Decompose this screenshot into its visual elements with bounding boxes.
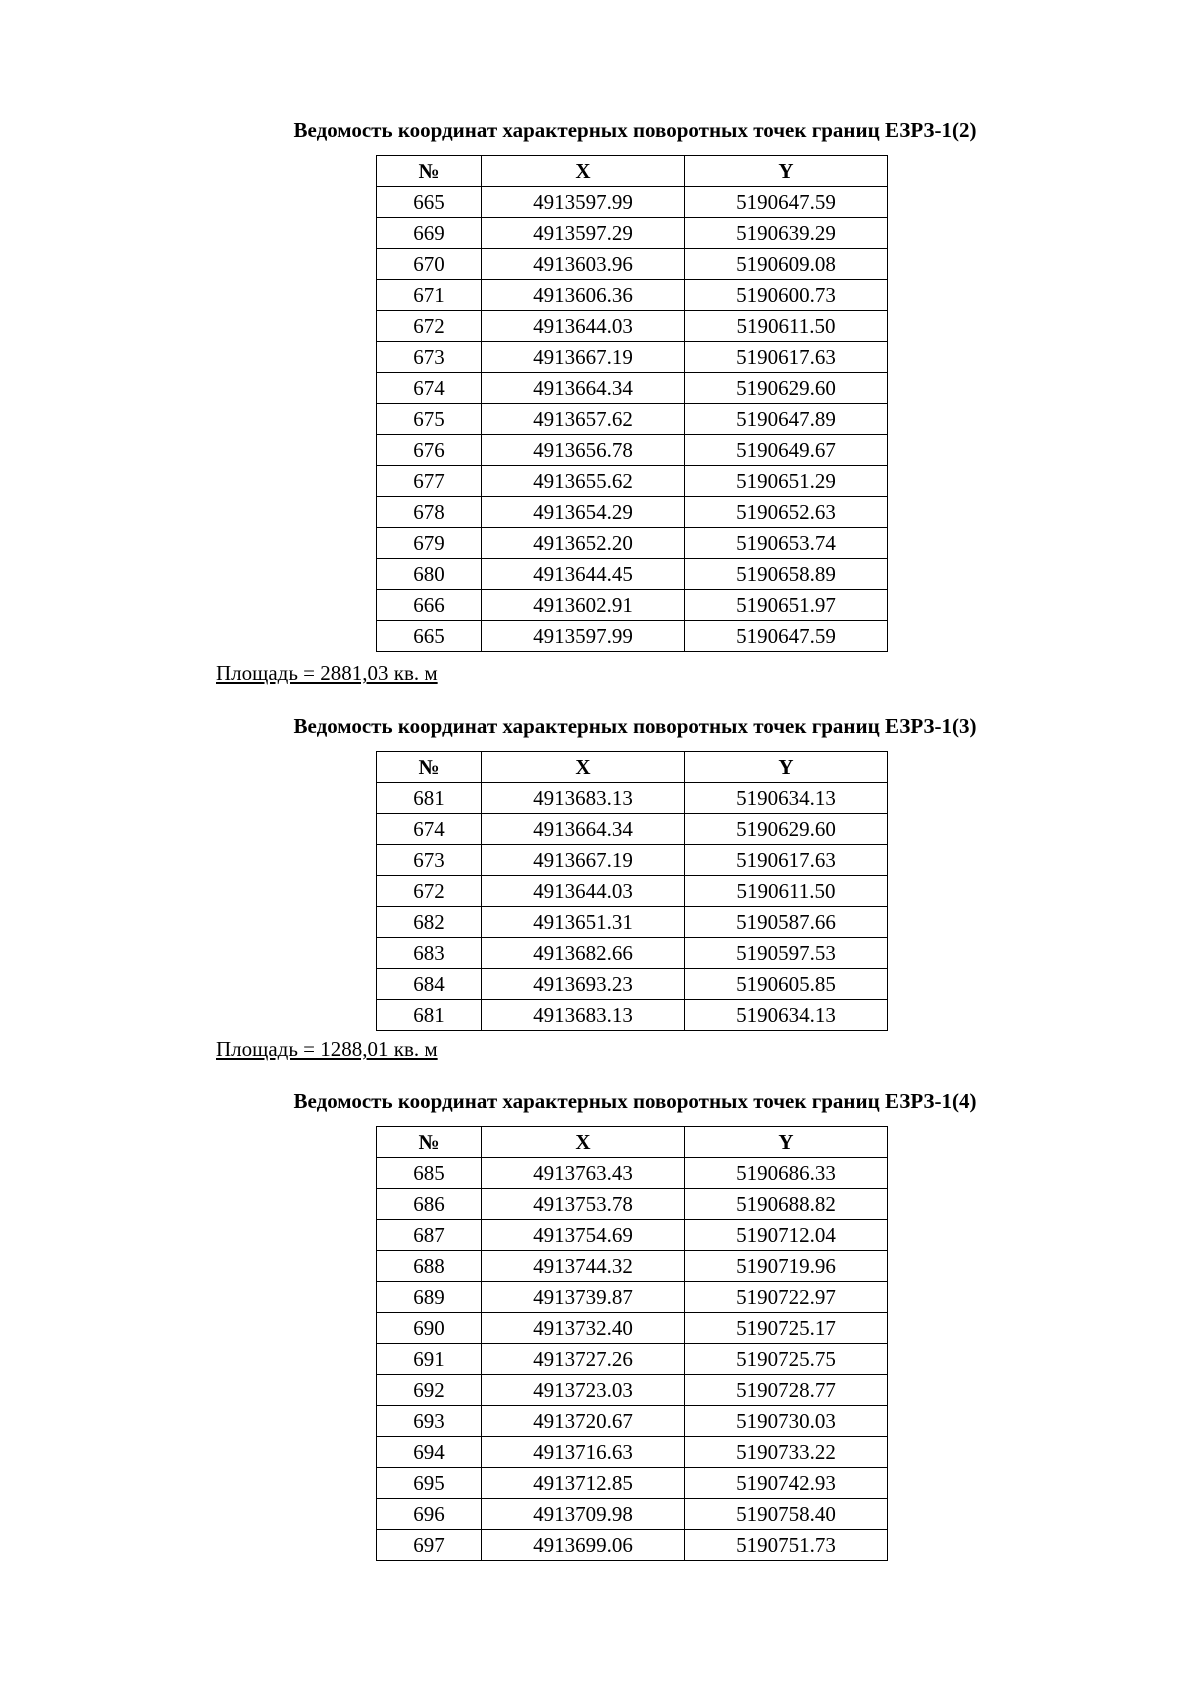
point-number-cell: 672: [377, 876, 482, 907]
point-number-cell: 673: [377, 342, 482, 373]
section-title-ezrz-1-4: Ведомость координат характерных поворотных точек границ ЕЗРЗ-1(4): [293, 1089, 977, 1113]
coordinates-table-ezrz-1-3: [376, 751, 888, 1031]
table-row: [377, 1468, 888, 1499]
coord-y-cell: 5190611.50: [685, 876, 888, 907]
point-number-cell: 693: [377, 1406, 482, 1437]
point-number-cell: 666: [377, 590, 482, 621]
coord-y-cell: 5190730.03: [685, 1406, 888, 1437]
coordinates-table-ezrz-1-4: [376, 1126, 888, 1561]
point-number-cell: 674: [377, 814, 482, 845]
coord-y-cell: 5190722.97: [685, 1282, 888, 1313]
coord-x-cell: 4913720.67: [482, 1406, 685, 1437]
table-row: [377, 1437, 888, 1468]
table-row: [377, 783, 888, 814]
section-title-ezrz-1-3: Ведомость координат характерных поворотных точек границ ЕЗРЗ-1(3): [293, 714, 977, 738]
table-header-row: [377, 1127, 888, 1158]
point-number-cell: 687: [377, 1220, 482, 1251]
coord-x-cell: 4913644.45: [482, 559, 685, 590]
coord-x-cell: 4913644.03: [482, 311, 685, 342]
coord-x-cell: 4913682.66: [482, 938, 685, 969]
point-number-cell: 694: [377, 1437, 482, 1468]
coord-x-cell: 4913664.34: [482, 814, 685, 845]
table-row: [377, 1189, 888, 1220]
coord-y-cell: 5190639.29: [685, 218, 888, 249]
coord-x-cell: 4913652.20: [482, 528, 685, 559]
table-row: [377, 1344, 888, 1375]
coord-y-cell: 5190600.73: [685, 280, 888, 311]
table-row: [377, 907, 888, 938]
point-number-cell: 673: [377, 845, 482, 876]
section-title-ezrz-1-2: Ведомость координат характерных поворотных точек границ ЕЗРЗ-1(2): [293, 118, 977, 142]
coord-y-cell: 5190719.96: [685, 1251, 888, 1282]
coord-x-cell: 4913683.13: [482, 1000, 685, 1031]
table-row: [377, 373, 888, 404]
coord-y-cell: 5190649.67: [685, 435, 888, 466]
table-row: [377, 1158, 888, 1189]
header-y: Y: [685, 1127, 888, 1158]
point-number-cell: 678: [377, 497, 482, 528]
coord-x-cell: 4913656.78: [482, 435, 685, 466]
table-row: [377, 249, 888, 280]
coord-y-cell: 5190751.73: [685, 1530, 888, 1561]
table-header-row: [377, 156, 888, 187]
coord-y-cell: 5190647.59: [685, 187, 888, 218]
point-number-cell: 672: [377, 311, 482, 342]
coord-x-cell: 4913693.23: [482, 969, 685, 1000]
coord-y-cell: 5190587.66: [685, 907, 888, 938]
coord-x-cell: 4913727.26: [482, 1344, 685, 1375]
coord-y-cell: 5190647.89: [685, 404, 888, 435]
header-number: №: [377, 752, 482, 783]
point-number-cell: 682: [377, 907, 482, 938]
coord-y-cell: 5190617.63: [685, 845, 888, 876]
coord-x-cell: 4913654.29: [482, 497, 685, 528]
table-row: [377, 938, 888, 969]
area-label-ezrz-1-3: Площадь = 1288,01 кв. м: [216, 1037, 438, 1061]
coord-y-cell: 5190652.63: [685, 497, 888, 528]
coord-y-cell: 5190597.53: [685, 938, 888, 969]
header-y: Y: [685, 156, 888, 187]
table-row: [377, 1282, 888, 1313]
point-number-cell: 686: [377, 1189, 482, 1220]
coord-y-cell: 5190688.82: [685, 1189, 888, 1220]
table-header-row: [377, 752, 888, 783]
coord-y-cell: 5190658.89: [685, 559, 888, 590]
coord-x-cell: 4913667.19: [482, 342, 685, 373]
coord-y-cell: 5190758.40: [685, 1499, 888, 1530]
point-number-cell: 670: [377, 249, 482, 280]
point-number-cell: 681: [377, 783, 482, 814]
coord-y-cell: 5190605.85: [685, 969, 888, 1000]
table-row: [377, 559, 888, 590]
point-number-cell: 671: [377, 280, 482, 311]
coord-x-cell: 4913723.03: [482, 1375, 685, 1406]
table-row: [377, 1499, 888, 1530]
coord-x-cell: 4913651.31: [482, 907, 685, 938]
point-number-cell: 685: [377, 1158, 482, 1189]
coord-x-cell: 4913597.99: [482, 187, 685, 218]
point-number-cell: 696: [377, 1499, 482, 1530]
coord-y-cell: 5190647.59: [685, 621, 888, 652]
table-row: [377, 435, 888, 466]
table-row: [377, 528, 888, 559]
table-row: [377, 1251, 888, 1282]
coord-y-cell: 5190609.08: [685, 249, 888, 280]
point-number-cell: 692: [377, 1375, 482, 1406]
area-label-ezrz-1-2: Площадь = 2881,03 кв. м: [216, 661, 438, 685]
table-row: [377, 1000, 888, 1031]
table-row: [377, 1220, 888, 1251]
coord-y-cell: 5190629.60: [685, 814, 888, 845]
coord-x-cell: 4913716.63: [482, 1437, 685, 1468]
point-number-cell: 688: [377, 1251, 482, 1282]
point-number-cell: 695: [377, 1468, 482, 1499]
coord-y-cell: 5190617.63: [685, 342, 888, 373]
coord-x-cell: 4913709.98: [482, 1499, 685, 1530]
table-row: [377, 969, 888, 1000]
coord-x-cell: 4913603.96: [482, 249, 685, 280]
point-number-cell: 697: [377, 1530, 482, 1561]
coord-x-cell: 4913763.43: [482, 1158, 685, 1189]
point-number-cell: 669: [377, 218, 482, 249]
coord-y-cell: 5190725.17: [685, 1313, 888, 1344]
point-number-cell: 675: [377, 404, 482, 435]
table-row: [377, 497, 888, 528]
table-row: [377, 1406, 888, 1437]
coord-x-cell: 4913699.06: [482, 1530, 685, 1561]
coord-x-cell: 4913683.13: [482, 783, 685, 814]
point-number-cell: 677: [377, 466, 482, 497]
table-row: [377, 845, 888, 876]
coordinates-table-ezrz-1-2: [376, 155, 888, 652]
coord-x-cell: 4913712.85: [482, 1468, 685, 1499]
header-number: №: [377, 1127, 482, 1158]
coord-y-cell: 5190634.13: [685, 1000, 888, 1031]
coord-y-cell: 5190634.13: [685, 783, 888, 814]
coord-y-cell: 5190651.97: [685, 590, 888, 621]
table-row: [377, 621, 888, 652]
table-row: [377, 187, 888, 218]
header-x: X: [482, 156, 685, 187]
point-number-cell: 665: [377, 187, 482, 218]
coord-x-cell: 4913732.40: [482, 1313, 685, 1344]
coord-y-cell: 5190733.22: [685, 1437, 888, 1468]
table-row: [377, 876, 888, 907]
coord-x-cell: 4913664.34: [482, 373, 685, 404]
coord-y-cell: 5190712.04: [685, 1220, 888, 1251]
coord-y-cell: 5190686.33: [685, 1158, 888, 1189]
coord-x-cell: 4913753.78: [482, 1189, 685, 1220]
coord-x-cell: 4913597.99: [482, 621, 685, 652]
coord-y-cell: 5190728.77: [685, 1375, 888, 1406]
point-number-cell: 690: [377, 1313, 482, 1344]
coord-x-cell: 4913602.91: [482, 590, 685, 621]
coord-y-cell: 5190725.75: [685, 1344, 888, 1375]
header-x: X: [482, 752, 685, 783]
table-row: [377, 342, 888, 373]
point-number-cell: 680: [377, 559, 482, 590]
coord-x-cell: 4913667.19: [482, 845, 685, 876]
point-number-cell: 684: [377, 969, 482, 1000]
point-number-cell: 676: [377, 435, 482, 466]
coord-x-cell: 4913597.29: [482, 218, 685, 249]
coord-x-cell: 4913644.03: [482, 876, 685, 907]
coord-y-cell: 5190653.74: [685, 528, 888, 559]
coord-x-cell: 4913739.87: [482, 1282, 685, 1313]
table-row: [377, 1313, 888, 1344]
coord-x-cell: 4913754.69: [482, 1220, 685, 1251]
coord-y-cell: 5190611.50: [685, 311, 888, 342]
point-number-cell: 681: [377, 1000, 482, 1031]
table-row: [377, 311, 888, 342]
table-row: [377, 1375, 888, 1406]
table-row: [377, 814, 888, 845]
table-row: [377, 590, 888, 621]
table-row: [377, 404, 888, 435]
coord-x-cell: 4913606.36: [482, 280, 685, 311]
coord-y-cell: 5190629.60: [685, 373, 888, 404]
header-x: X: [482, 1127, 685, 1158]
point-number-cell: 691: [377, 1344, 482, 1375]
point-number-cell: 679: [377, 528, 482, 559]
coord-x-cell: 4913655.62: [482, 466, 685, 497]
header-y: Y: [685, 752, 888, 783]
coord-y-cell: 5190651.29: [685, 466, 888, 497]
point-number-cell: 683: [377, 938, 482, 969]
point-number-cell: 665: [377, 621, 482, 652]
header-number: №: [377, 156, 482, 187]
coord-x-cell: 4913657.62: [482, 404, 685, 435]
table-row: [377, 1530, 888, 1561]
point-number-cell: 689: [377, 1282, 482, 1313]
table-row: [377, 218, 888, 249]
coord-x-cell: 4913744.32: [482, 1251, 685, 1282]
table-row: [377, 280, 888, 311]
coord-y-cell: 5190742.93: [685, 1468, 888, 1499]
point-number-cell: 674: [377, 373, 482, 404]
table-row: [377, 466, 888, 497]
